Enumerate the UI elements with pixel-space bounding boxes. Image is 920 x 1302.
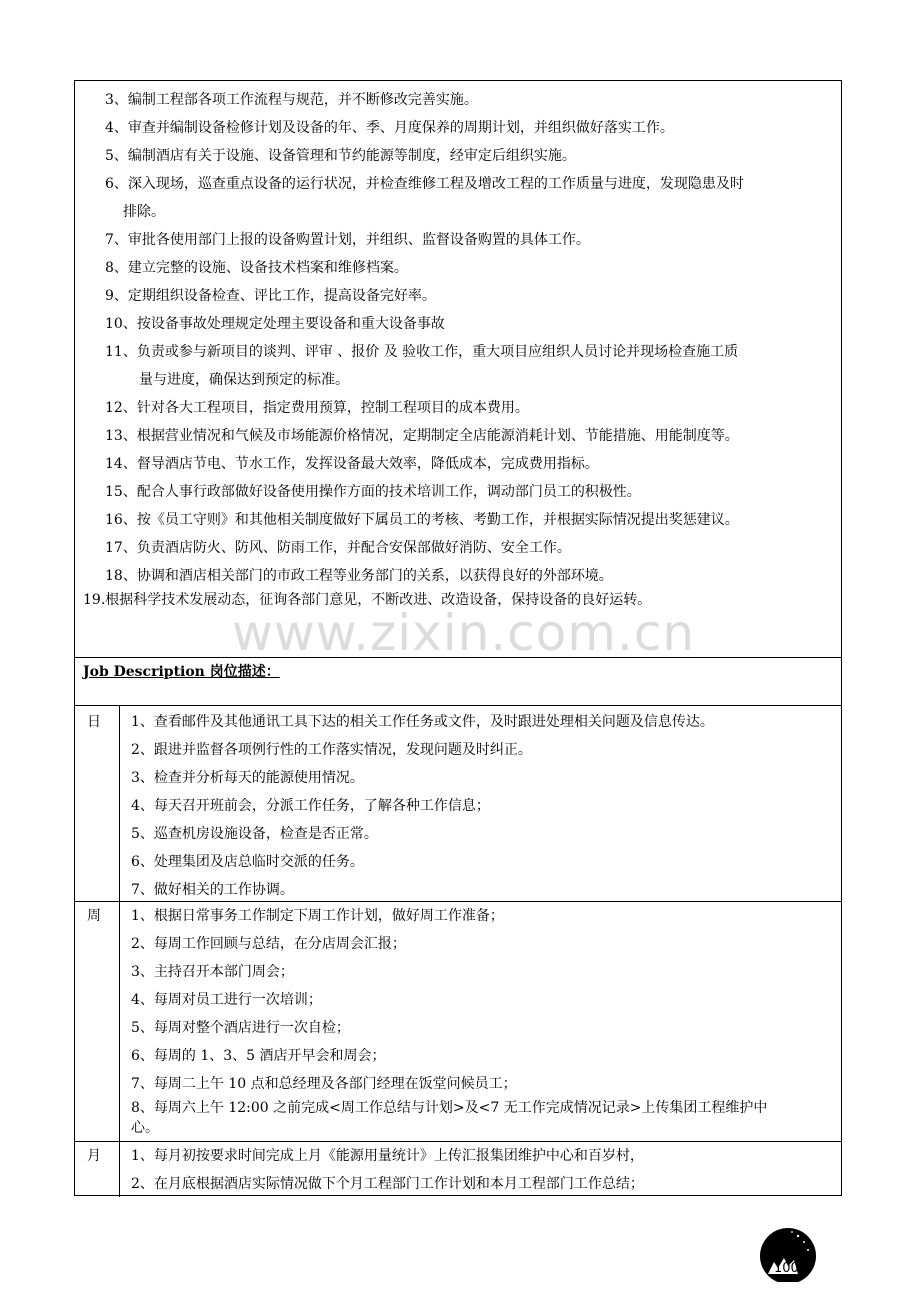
responsibility-line: 14、督导酒店节电、节水工作，发挥设备最大效率，降低成本，完成费用指标。 (105, 456, 599, 472)
responsibility-line: 4、审查并编制设备检修计划及设备的年、季、月度保养的周期计划，并组织做好落实工作。 (105, 120, 674, 136)
responsibility-line: 5、编制酒店有关于设施、设备管理和节约能源等制度，经审定后组织实施。 (105, 148, 576, 164)
daily-item: 2、跟进并监督各项例行性的工作落实情况，发现问题及时纠正。 (131, 742, 532, 758)
job-description-heading: Job Description 岗位描述： (83, 664, 280, 680)
weekly-item: 心。 (131, 1120, 159, 1136)
daily-item: 6、处理集团及店总临时交派的任务。 (131, 854, 364, 870)
monthly-label: 月 (87, 1148, 101, 1164)
watermark: www.zixin.com.cn (232, 604, 696, 662)
daily-item: 5、巡查机房设施设备，检查是否正常。 (131, 826, 378, 842)
responsibility-line: 量与进度，确保达到预定的标准。 (139, 372, 349, 388)
weekly-item: 1、根据日常事务工作制定下周工作计划，做好周工作准备； (131, 908, 504, 924)
daily-label: 日 (87, 714, 101, 730)
daily-item: 1、查看邮件及其他通讯工具下达的相关工作任务或文件，及时跟进处理相关问题及信息传达。 (131, 714, 714, 730)
weekly-item: 3、主持召开本部门周会； (131, 964, 294, 980)
weekly-item: 4、每周对员工进行一次培训； (131, 992, 322, 1008)
responsibility-line: 6、深入现场，巡查重点设备的运行状况，并检查维修工程及增改工程的工作质量与进度，发现隐患及时 (105, 176, 744, 192)
responsibility-line: 13、根据营业情况和气候及市场能源价格情况，定期制定全店能源消耗计划、节能措施、用能制度等。 (105, 428, 739, 444)
weekly-item: 2、每周工作回顾与总结，在分店周会汇报； (131, 936, 406, 952)
daily-item: 4、每天召开班前会，分派工作任务，了解各种工作信息； (131, 798, 490, 814)
weekly-label: 周 (87, 908, 101, 924)
weekly-item: 6、每周的 1、3、5 酒店开早会和周会； (131, 1048, 386, 1064)
responsibility-line: 7、审批各使用部门上报的设备购置计划，并组织、监督设备购置的具体工作。 (105, 232, 590, 248)
responsibility-line: 9、定期组织设备检查、评比工作，提高设备完好率。 (105, 288, 436, 304)
responsibility-line: 12、针对各大工程项目，指定费用预算，控制工程项目的成本费用。 (105, 400, 529, 416)
daily-item: 3、检查并分析每天的能源使用情况。 (131, 770, 364, 786)
monthly-item: 1、每月初按要求时间完成上月《能源用量统计》上传汇报集团维护中心和百岁村， (131, 1148, 644, 1164)
logo-number: 1001 (774, 1261, 808, 1276)
label-column-divider (119, 705, 120, 1197)
responsibility-line: 16、按《员工守则》和其他相关制度做好下属员工的考核、考勤工作，并根据实际情况提出奖惩建议。 (105, 512, 739, 528)
monthly-item: 2、在月底根据酒店实际情况做下个月工程部门工作计划和本月工程部门工作总结； (131, 1176, 644, 1192)
daily-item: 7、做好相关的工作协调。 (131, 882, 294, 898)
responsibility-line: 18、协调和酒店相关部门的市政工程等业务部门的关系，以获得良好的外部环境。 (105, 568, 613, 584)
section-divider (75, 705, 841, 706)
weekly-item: 8、每周六上午 12:00 之前完成<周工作总结与计划>及<7 无工作完成情况记录>上传集团工程维护中 (131, 1100, 768, 1116)
responsibility-line: 8、建立完整的设施、设备技术档案和维修档案。 (105, 260, 408, 276)
row-divider (75, 1141, 841, 1142)
responsibility-line: 排除。 (123, 204, 165, 220)
responsibility-line: 3、编制工程部各项工作流程与规范，并不断修改完善实施。 (105, 92, 478, 108)
responsibility-line: 10、按设备事故处理规定处理主要设备和重大设备事故 (105, 316, 445, 332)
weekly-item: 7、每周二上午 10 点和总经理及各部门经理在饭堂问候员工； (131, 1076, 517, 1092)
row-divider (75, 901, 841, 902)
responsibility-line: 11、负责或参与新项目的谈判、评审 、报价 及 验收工作，重大项目应组织人员讨论并现场检查施工质 (105, 344, 739, 360)
responsibility-line: 15、配合人事行政部做好设备使用操作方面的技术培训工作，调动部门员工的积极性。 (105, 484, 641, 500)
responsibility-line: 17、负责酒店防火、防风、防雨工作，并配合安保部做好消防、安全工作。 (105, 540, 571, 556)
weekly-item: 5、每周对整个酒店进行一次自检； (131, 1020, 350, 1036)
responsibility-line: 19.根据科学技术发展动态，征询各部门意见，不断改进、改造设备，保持设备的良好运转。 (83, 592, 652, 608)
